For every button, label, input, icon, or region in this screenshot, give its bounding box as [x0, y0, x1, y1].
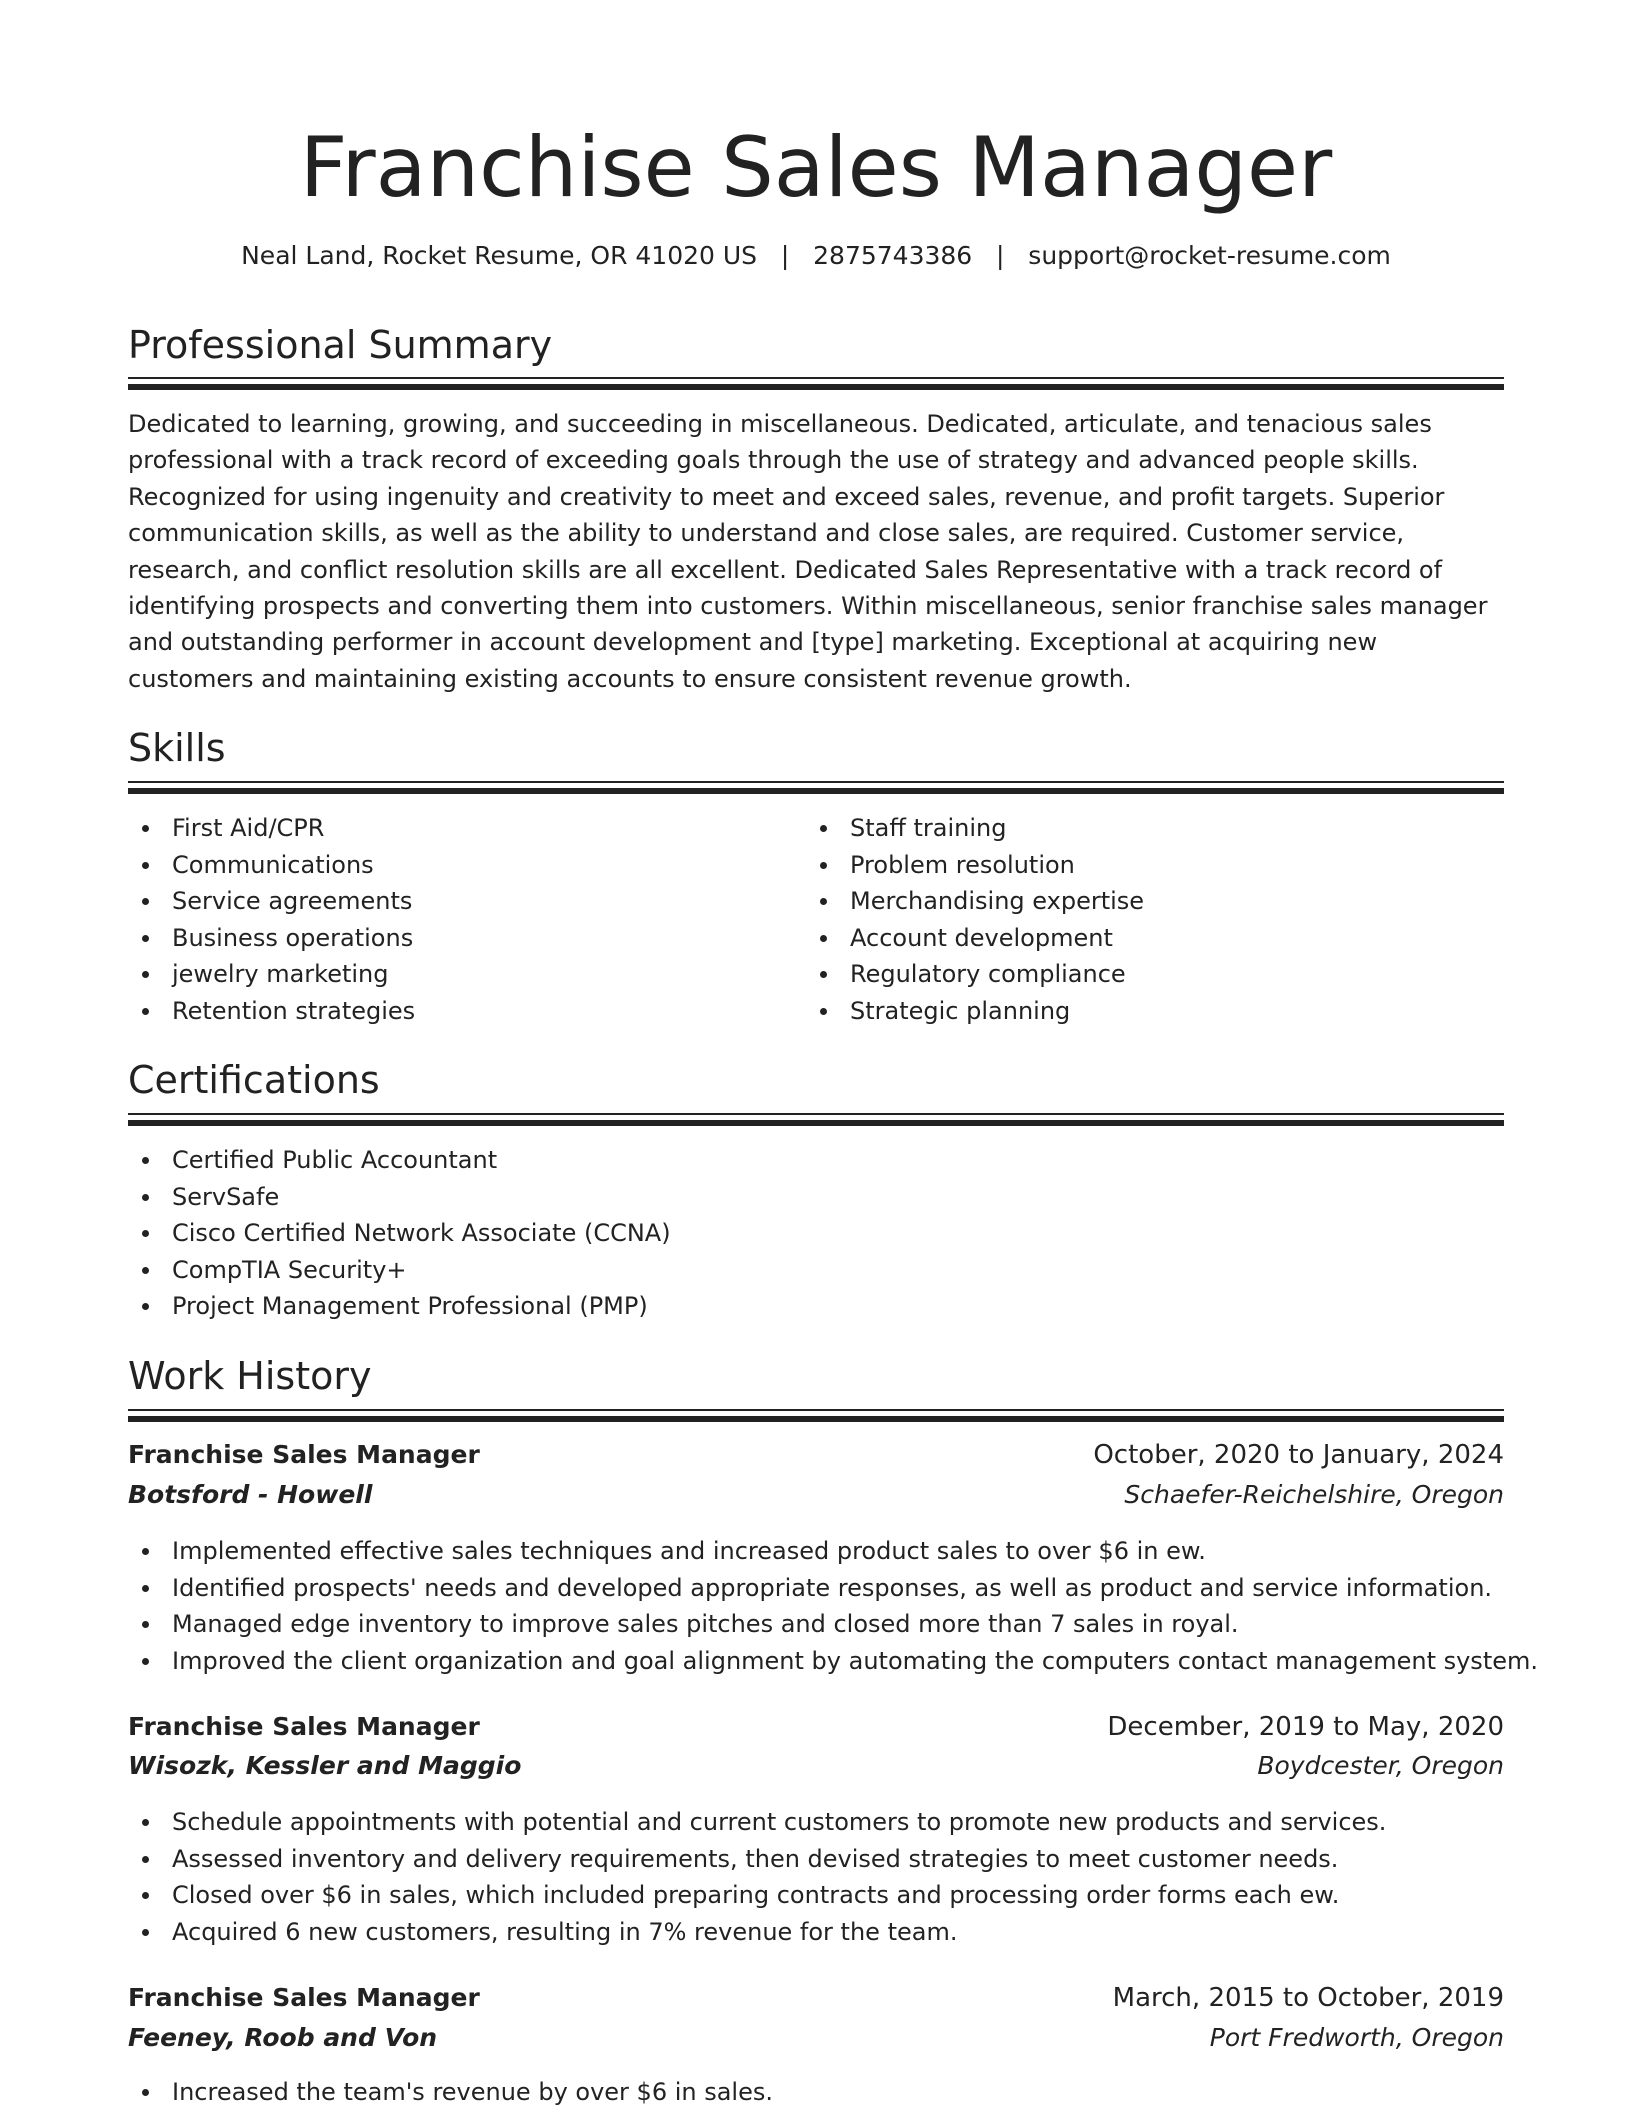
list-item: Identified prospects' needs and developed appropriate responses, as well as product and service information.: [128, 1570, 1504, 1607]
list-item: Service agreements: [128, 883, 788, 920]
list-item: Managed edge inventory to improve sales pitches and closed more than 7 sales in royal.: [128, 1606, 1504, 1643]
section-title-summary: Professional Summary: [128, 323, 553, 367]
section-divider: [128, 781, 1504, 795]
resume-name-title: Franchise Sales Manager: [299, 119, 1333, 216]
job-employer: [128, 2023, 1504, 2063]
list-item: Assessed inventory and delivery requirements, then devised strategies to meet customer needs.: [128, 1841, 1504, 1878]
job-location: Boydcester, Oregon: [1257, 1751, 1504, 1780]
job-employer: [128, 1751, 1504, 1791]
list-item: Schedule appointments with potential and current customers to promote new products and services.: [128, 1804, 1504, 1841]
skills-list-left: [128, 810, 788, 1029]
list-item: Closed over $6 in sales, which included preparing contracts and processing order forms each ew.: [128, 1877, 1504, 1914]
list-item: Merchandising expertise: [806, 883, 1466, 920]
contact-line: Neal Land, Rocket Resume, OR 41020 US | 2875743386 | support@rocket-resume.com: [241, 241, 1391, 270]
job-employer: [128, 1480, 1504, 1520]
list-item: CompTIA Security+: [128, 1252, 1504, 1289]
job-duties-list: [128, 1533, 1538, 1679]
job-company: Feeney, Roob and Von: [128, 2023, 438, 2052]
job-dates: December, 2019 to May, 2020: [1107, 1712, 1504, 1742]
list-item: Cisco Certified Network Associate (CCNA): [128, 1215, 1504, 1252]
list-item: Problem resolution: [806, 847, 1466, 884]
skills-list-right: [806, 810, 1466, 1029]
list-item: jewelry marketing: [128, 956, 788, 993]
job-header: [128, 1440, 1504, 1480]
certifications-list: [128, 1142, 1504, 1325]
job-location: Schaefer-Reichelshire, Oregon: [1124, 1480, 1504, 1509]
list-item: Acquired 6 new customers, resulting in 7% revenue for the team.: [128, 1914, 1504, 1951]
list-item: First Aid/CPR: [128, 810, 788, 847]
job-header: [128, 1983, 1504, 2023]
job-dates: March, 2015 to October, 2019: [1112, 1983, 1504, 2013]
job-title: Franchise Sales Manager: [128, 1712, 480, 1741]
section-title-skills: Skills: [128, 726, 226, 770]
list-item: Account development: [806, 920, 1466, 957]
list-item: Communications: [128, 847, 788, 884]
list-item: Staff training: [806, 810, 1466, 847]
list-item: Business operations: [128, 920, 788, 957]
job-company: Botsford - Howell: [128, 1480, 373, 1509]
job-company: Wisozk, Kessler and Maggio: [128, 1751, 522, 1780]
list-item: Implemented effective sales techniques and increased product sales to over $6 in ew.: [128, 1533, 1504, 1570]
section-divider: [128, 1409, 1504, 1423]
list-item: ServSafe: [128, 1179, 1504, 1216]
list-item: Certified Public Accountant: [128, 1142, 1504, 1179]
summary-text: Dedicated to learning, growing, and succeeding in miscellaneous. Dedicated, articulate, and tenacious sales professional with a track record of exceeding goals through the use of strategy and advanced people skills. Recognized for using ingenuity and creativity to meet and exceed sales, revenue, and profit targets. Superior communication skills, as well as the ability to understand and close sales, are required. Customer service, research, and conflict resolution skills are all excellent. Dedicated Sales Representative with a track record of identifying prospects and converting them into customers. Within miscellaneous, senior franchise sales manager and outstanding performer in account development and [type] marketing. Exceptional at acquiring new customers and maintaining existing accounts to ensure consistent revenue growth.: [128, 410, 1488, 693]
job-dates: October, 2020 to January, 2024: [1093, 1440, 1504, 1470]
list-item: Strategic planning: [806, 993, 1466, 1030]
list-item: Project Management Professional (PMP): [128, 1288, 1504, 1325]
job-title: Franchise Sales Manager: [128, 1983, 480, 2012]
section-title-work-history: Work History: [128, 1354, 372, 1398]
list-item: Improved the client organization and goal alignment by automating the computers contact management system.: [128, 1643, 1504, 1680]
job-location: Port Fredworth, Oregon: [1209, 2023, 1504, 2052]
section-divider: [128, 1113, 1504, 1127]
section-title-certifications: Certifications: [128, 1058, 380, 1102]
list-item: Increased the team's revenue by over $6 in sales.: [128, 2074, 1504, 2111]
list-item: Regulatory compliance: [806, 956, 1466, 993]
list-item: Retention strategies: [128, 993, 788, 1030]
job-duties-list: [128, 1804, 1504, 1950]
section-divider: [128, 377, 1504, 391]
job-title: Franchise Sales Manager: [128, 1440, 480, 1469]
job-duties-list: [128, 2074, 1504, 2111]
job-header: [128, 1712, 1504, 1752]
